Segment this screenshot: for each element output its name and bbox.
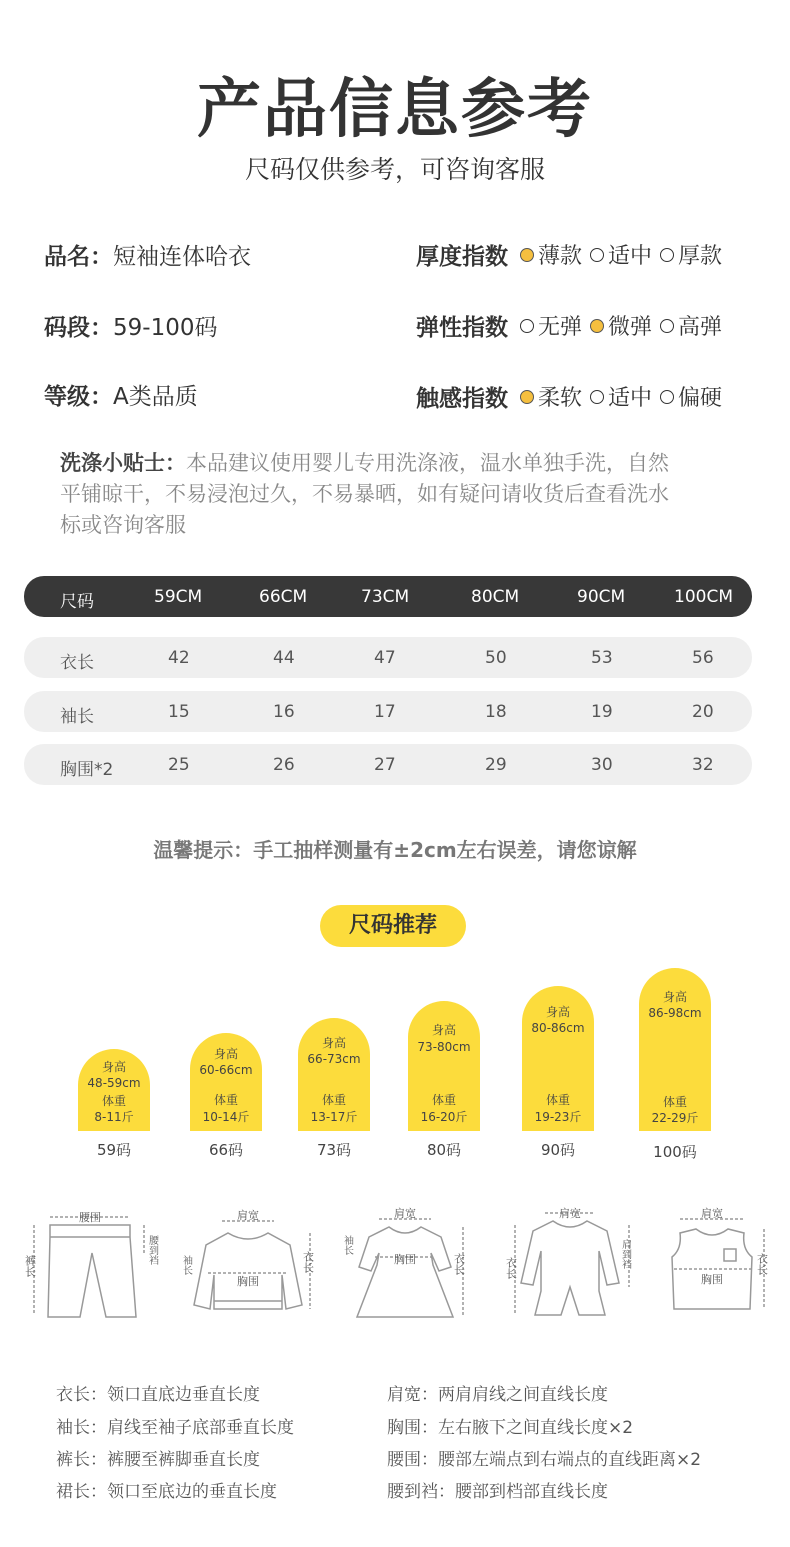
- size-bar-caption: 73码: [316, 1141, 352, 1159]
- vest-chest-label: 胸围: [701, 1273, 723, 1286]
- definition-item: 胸围：左右腋下之间直线长度×2: [387, 1418, 634, 1438]
- table-header-cell: 100CM: [674, 587, 733, 607]
- definition-item: 肩宽：两肩肩线之间直线长度: [387, 1385, 608, 1405]
- pants-length-label: 裤长: [23, 1255, 37, 1277]
- pants-waist-label: 腰围: [79, 1211, 101, 1224]
- pants-diagram: [20, 1205, 160, 1325]
- elasticity-option-slight: [590, 310, 652, 341]
- weight-value: 13-17斤: [310, 1110, 358, 1124]
- romper-shoulder-label: 肩宽: [559, 1207, 581, 1220]
- height-value: 86-98cm: [648, 1006, 702, 1020]
- table-cell: 25: [168, 755, 190, 775]
- table-cell: 53: [591, 648, 613, 668]
- size-bar-caption: 100码: [653, 1143, 697, 1161]
- thickness-index-label: 厚度指数: [416, 244, 508, 270]
- height-value: 48-59cm: [87, 1076, 141, 1090]
- washing-tips-label: 洗涤小贴士：: [60, 451, 186, 475]
- dress-shoulder-label: 肩宽: [394, 1207, 416, 1220]
- touch-index: [416, 380, 730, 413]
- page-subtitle: 尺码仅供参考，可咨询客服: [244, 155, 545, 184]
- size-bar-caption: 66码: [208, 1141, 244, 1159]
- option-label: 偏硬: [678, 386, 723, 411]
- table-row: [24, 637, 752, 678]
- washing-tips-line1: 本品建议使用婴儿专用洗涤液，温水单独手洗，自然: [186, 451, 669, 475]
- size-bar-caption: 90码: [540, 1141, 576, 1159]
- height-value: 80-86cm: [531, 1021, 585, 1035]
- table-cell: 15: [168, 702, 190, 722]
- table-row: [24, 691, 752, 732]
- grade-label: 等级：: [44, 384, 113, 410]
- table-cell: 27: [374, 755, 396, 775]
- product-grade: [44, 378, 198, 411]
- table-cell: 42: [168, 648, 190, 668]
- size-range-label: 码段：: [44, 315, 113, 341]
- option-label: 厚款: [678, 244, 723, 269]
- product-size-range: [44, 309, 217, 342]
- romper-outline-icon: [521, 1221, 619, 1315]
- definition-item: 袖长：肩线至袖子底部垂直长度: [56, 1418, 294, 1438]
- option-label: 高弹: [678, 315, 723, 340]
- table-header-cell: 90CM: [577, 587, 626, 607]
- romper-rise-label: 肩到裆: [619, 1239, 631, 1269]
- size-table-header: [24, 576, 752, 617]
- dress-length-label: 衣长: [452, 1253, 466, 1275]
- sweater-diagram: [178, 1205, 318, 1325]
- table-cell: 19: [591, 702, 613, 722]
- table-header-cell: 尺码: [60, 592, 94, 612]
- option-dot-icon: [520, 390, 534, 404]
- height-label: 身高: [321, 1036, 346, 1050]
- size-recommend-title: 尺码推荐: [320, 905, 466, 947]
- definition-item: 腰围：腰部左端点到右端点的直线距离×2: [387, 1450, 702, 1470]
- dress-chest-label: 胸围: [394, 1253, 416, 1266]
- table-cell: 袖长: [60, 707, 94, 727]
- size-bar-90: [522, 986, 594, 1131]
- option-label: 无弹: [538, 315, 583, 340]
- washing-tips: [60, 448, 730, 541]
- measurement-tip: 温馨提示：手工抽样测量有±2cm左右误差，请您谅解: [153, 838, 637, 862]
- elasticity-option-high: [660, 310, 722, 341]
- sweater-shoulder-label: 肩宽: [237, 1209, 259, 1222]
- page-title: 产品信息参考: [197, 73, 593, 147]
- table-cell: 32: [692, 755, 714, 775]
- thickness-option-medium: [590, 239, 652, 270]
- vest-length-label: 衣长: [755, 1253, 769, 1275]
- size-range-value: 59-100码: [113, 315, 218, 341]
- weight-label: 体重: [321, 1093, 346, 1107]
- definition-item: 裤长：裤腰至裤脚垂直长度: [56, 1450, 260, 1470]
- weight-value: 22-29斤: [651, 1111, 699, 1125]
- table-cell: 26: [273, 755, 295, 775]
- option-dot-icon: [590, 390, 604, 404]
- sweater-outline-icon: [194, 1233, 302, 1309]
- romper-diagram: [495, 1205, 645, 1325]
- option-dot-icon: [660, 248, 674, 262]
- size-bar-80: [408, 1001, 480, 1131]
- product-name-value: 短袖连体哈衣: [113, 244, 251, 270]
- table-cell: 56: [692, 648, 714, 668]
- table-cell: 20: [692, 702, 714, 722]
- weight-value: 19-23斤: [534, 1110, 582, 1124]
- table-cell: 29: [485, 755, 507, 775]
- pants-rise-label: 腰到裆: [146, 1235, 158, 1265]
- table-cell: 47: [374, 648, 396, 668]
- option-dot-icon: [590, 319, 604, 333]
- height-label: 身高: [545, 1005, 570, 1019]
- option-label: 适中: [608, 386, 653, 411]
- touch-index-label: 触感指数: [416, 386, 508, 412]
- washing-tips-line3: 标或咨询客服: [60, 513, 186, 537]
- table-cell: 胸围*2: [60, 760, 114, 780]
- table-cell: 30: [591, 755, 613, 775]
- height-label: 身高: [662, 990, 687, 1004]
- option-dot-icon: [590, 248, 604, 262]
- height-label: 身高: [101, 1060, 126, 1074]
- table-header-cell: 80CM: [471, 587, 520, 607]
- table-header-cell: 59CM: [154, 587, 203, 607]
- definition-item: 衣长：领口直底边垂直长度: [56, 1385, 260, 1405]
- table-cell: 衣长: [60, 653, 94, 673]
- product-name-label: 品名：: [44, 244, 113, 270]
- size-bar-73: [298, 1018, 370, 1131]
- weight-value: 16-20斤: [420, 1110, 468, 1124]
- thickness-index: [416, 238, 730, 271]
- washing-tips-line2: 平铺晾干，不易浸泡过久，不易暴晒，如有疑问请收货后查看洗水: [60, 482, 669, 506]
- option-dot-icon: [520, 319, 534, 333]
- option-dot-icon: [660, 390, 674, 404]
- elasticity-option-none: [520, 310, 582, 341]
- height-label: 身高: [431, 1023, 456, 1037]
- sweater-chest-label: 胸围: [237, 1275, 259, 1288]
- height-value: 60-66cm: [199, 1063, 253, 1077]
- table-header-cell: 66CM: [259, 587, 308, 607]
- option-dot-icon: [660, 319, 674, 333]
- grade-value: A类品质: [113, 384, 198, 410]
- table-row: [24, 744, 752, 785]
- table-cell: 50: [485, 648, 507, 668]
- weight-label: 体重: [431, 1093, 456, 1107]
- height-value: 66-73cm: [307, 1052, 361, 1066]
- height-value: 73-80cm: [417, 1040, 471, 1054]
- option-label: 微弹: [608, 315, 653, 340]
- table-header-cell: 73CM: [361, 587, 410, 607]
- dress-diagram: [335, 1205, 475, 1325]
- dress-outline-icon: [357, 1227, 453, 1317]
- option-label: 薄款: [538, 244, 583, 269]
- option-label: 柔软: [538, 386, 583, 411]
- weight-value: 8-11斤: [94, 1110, 134, 1124]
- sweater-length-label: 衣长: [301, 1251, 315, 1273]
- definition-item: 腰到裆：腰部到档部直线长度: [387, 1482, 608, 1502]
- touch-option-soft: [520, 381, 582, 412]
- size-bar-caption: 59码: [96, 1141, 132, 1159]
- dress-sleeve-label: 袖长: [341, 1235, 353, 1255]
- weight-label: 体重: [545, 1093, 570, 1107]
- table-cell: 17: [374, 702, 396, 722]
- table-cell: 44: [273, 648, 295, 668]
- touch-option-hard: [660, 381, 722, 412]
- option-dot-icon: [520, 248, 534, 262]
- size-bar-66: [190, 1033, 262, 1131]
- size-bar-100: [639, 968, 711, 1131]
- weight-label: 体重: [662, 1095, 687, 1109]
- romper-length-label: 衣长: [504, 1257, 518, 1279]
- sweater-sleeve-label: 袖长: [180, 1255, 192, 1275]
- weight-label: 体重: [213, 1093, 238, 1107]
- weight-label: 体重: [101, 1094, 126, 1108]
- vest-shoulder-label: 肩宽: [701, 1207, 723, 1220]
- pants-outline-icon: [48, 1225, 136, 1317]
- option-label: 适中: [608, 244, 653, 269]
- touch-option-medium: [590, 381, 652, 412]
- elasticity-index-label: 弹性指数: [416, 315, 508, 341]
- weight-value: 10-14斤: [202, 1110, 250, 1124]
- definition-item: 裙长：领口至底边的垂直长度: [56, 1482, 277, 1502]
- size-bar-caption: 80码: [426, 1141, 462, 1159]
- thickness-option-thin: [520, 239, 582, 270]
- vest-diagram: [660, 1205, 780, 1325]
- table-cell: 18: [485, 702, 507, 722]
- product-name: [44, 238, 251, 271]
- table-cell: 16: [273, 702, 295, 722]
- elasticity-index: [416, 309, 730, 342]
- size-bar-59: [78, 1049, 150, 1131]
- thickness-option-thick: [660, 239, 722, 270]
- height-label: 身高: [213, 1047, 238, 1061]
